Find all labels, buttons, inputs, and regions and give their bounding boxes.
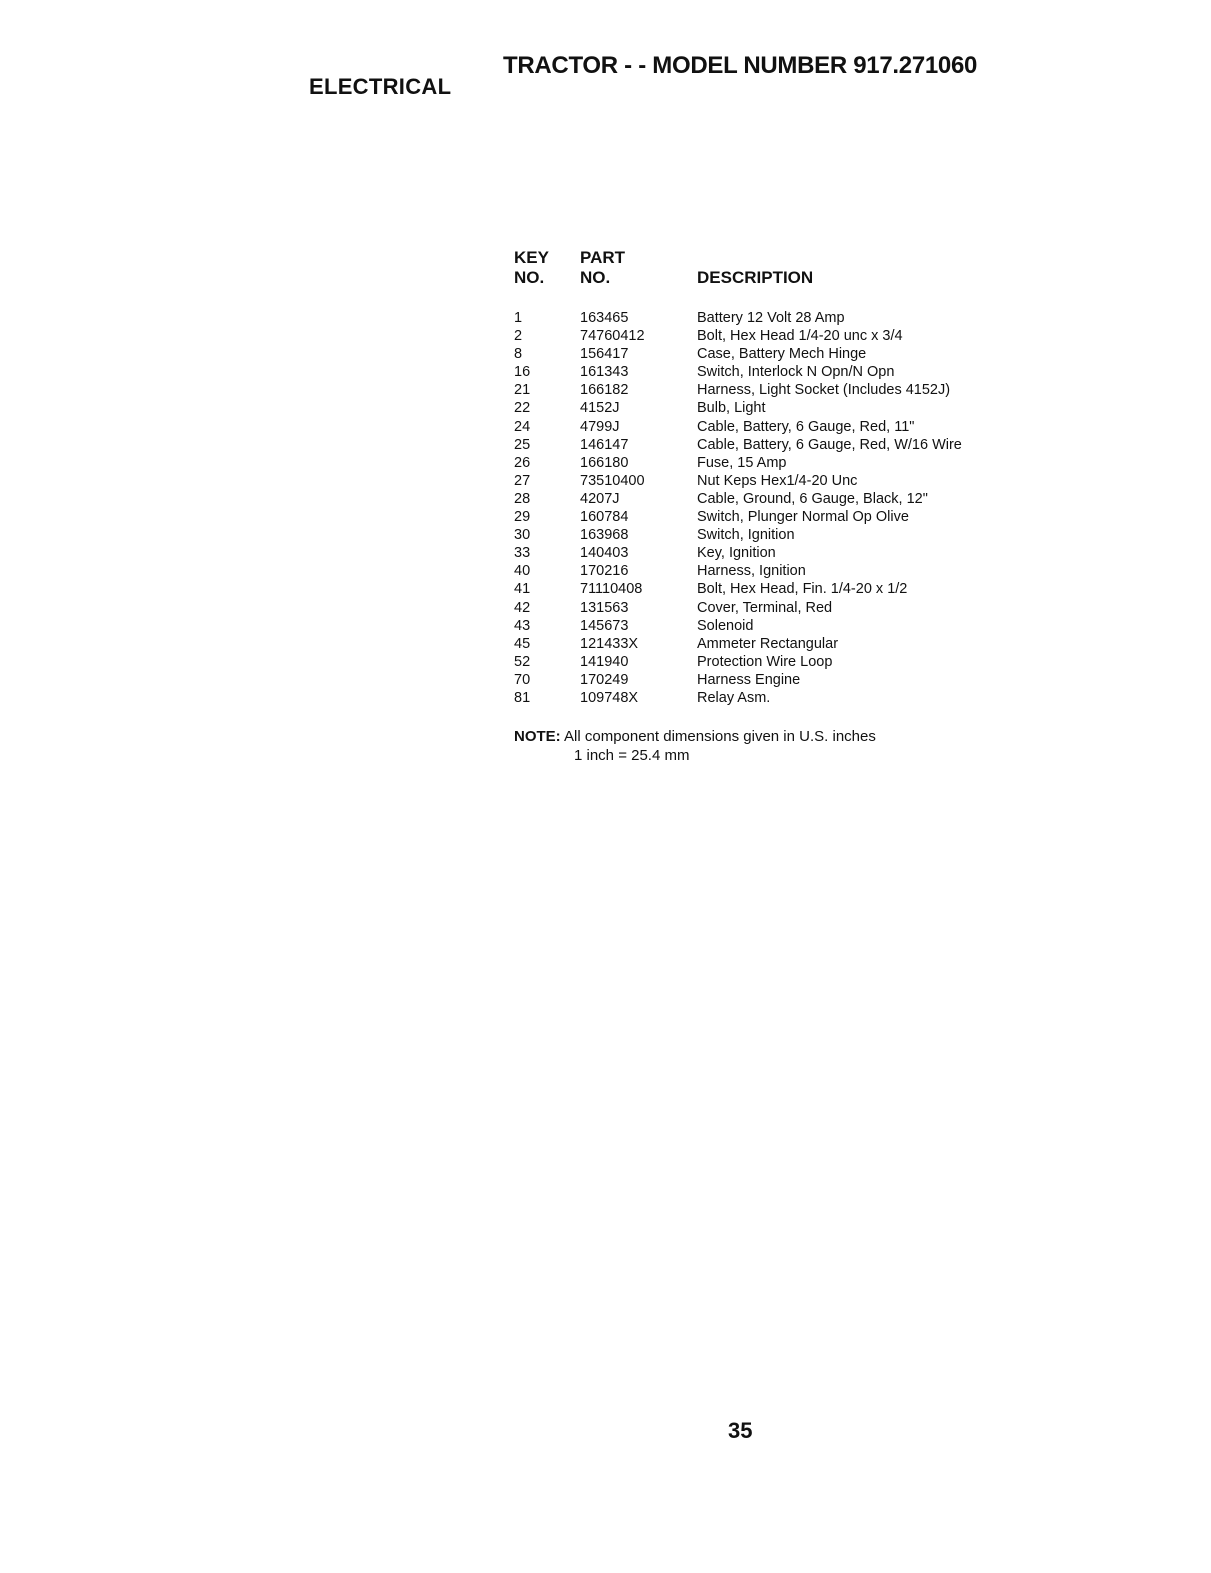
table-row bbox=[514, 490, 1114, 508]
note bbox=[514, 727, 876, 746]
table-row bbox=[514, 309, 1114, 327]
table-row bbox=[514, 689, 1114, 707]
note-label: NOTE: bbox=[514, 728, 561, 745]
part-header-line1: PART bbox=[580, 248, 626, 267]
part-number-cell: 160784 bbox=[580, 509, 629, 526]
part-number-header bbox=[580, 248, 625, 288]
description-cell: Harness, Ignition bbox=[697, 563, 806, 580]
table-row bbox=[514, 580, 1114, 598]
table-row bbox=[514, 363, 1114, 381]
part-number-cell: 4799J bbox=[580, 418, 620, 435]
description-cell: Cover, Terminal, Red bbox=[697, 599, 833, 616]
key-number-cell: 26 bbox=[514, 454, 531, 471]
part-number-cell: 109748X bbox=[580, 689, 639, 706]
table-row bbox=[514, 399, 1114, 417]
description-cell: Switch, Interlock N Opn/N Opn bbox=[697, 364, 895, 381]
note-line2: 1 inch = 25.4 mm bbox=[574, 747, 690, 764]
description-cell: Cable, Battery, 6 Gauge, Red, 11" bbox=[697, 418, 915, 435]
key-number-cell: 24 bbox=[514, 418, 531, 435]
part-number-cell: 73510400 bbox=[580, 472, 645, 489]
part-number-cell: 141940 bbox=[580, 653, 629, 670]
key-number-header bbox=[514, 248, 549, 288]
section-label: ELECTRICAL bbox=[309, 74, 452, 99]
table-row bbox=[514, 472, 1114, 490]
part-number-cell: 74760412 bbox=[580, 328, 645, 345]
part-number-cell: 4207J bbox=[580, 490, 620, 507]
table-row bbox=[514, 599, 1114, 617]
description-cell: Harness Engine bbox=[697, 671, 801, 688]
key-number-cell: 2 bbox=[514, 328, 523, 345]
key-number-cell: 30 bbox=[514, 527, 531, 544]
key-number-cell: 41 bbox=[514, 581, 531, 598]
description-cell: Harness, Light Socket (Includes 4152J) bbox=[697, 382, 951, 399]
description-cell: Case, Battery Mech Hinge bbox=[697, 346, 867, 363]
key-number-cell: 16 bbox=[514, 364, 531, 381]
table-row bbox=[514, 454, 1114, 472]
part-header-line2: NO. bbox=[580, 268, 611, 287]
description-cell: Relay Asm. bbox=[697, 689, 771, 706]
part-number-cell: 4152J bbox=[580, 400, 620, 417]
parts-list bbox=[514, 309, 1114, 707]
description-cell: Cable, Ground, 6 Gauge, Black, 12" bbox=[697, 490, 928, 507]
description-cell: Key, Ignition bbox=[697, 545, 776, 562]
part-number-cell: 166180 bbox=[580, 454, 629, 471]
description-cell: Protection Wire Loop bbox=[697, 653, 833, 670]
description-cell: Cable, Battery, 6 Gauge, Red, W/16 Wire bbox=[697, 436, 962, 453]
part-number-cell: 121433X bbox=[580, 635, 639, 652]
note-line1: All component dimensions given in U.S. inches bbox=[564, 728, 876, 745]
key-header-line1: KEY bbox=[514, 248, 549, 267]
part-number-cell: 170216 bbox=[580, 563, 629, 580]
table-row bbox=[514, 327, 1114, 345]
description-cell: Bolt, Hex Head 1/4-20 unc x 3/4 bbox=[697, 328, 903, 345]
table-row bbox=[514, 436, 1114, 454]
key-number-cell: 29 bbox=[514, 509, 531, 526]
table-row bbox=[514, 345, 1114, 363]
description-cell: Battery 12 Volt 28 Amp bbox=[697, 310, 845, 326]
part-number-cell: 163968 bbox=[580, 527, 629, 544]
table-row bbox=[514, 544, 1114, 562]
part-number-cell: 145673 bbox=[580, 617, 629, 634]
part-number-cell: 166182 bbox=[580, 382, 629, 399]
part-number-cell: 163465 bbox=[580, 310, 629, 326]
part-number-cell: 156417 bbox=[580, 346, 629, 363]
table-row bbox=[514, 526, 1114, 544]
table-row bbox=[514, 418, 1114, 436]
description-cell: Ammeter Rectangular bbox=[697, 635, 839, 652]
description-cell: Bulb, Light bbox=[697, 400, 766, 417]
description-cell: Switch, Ignition bbox=[697, 527, 795, 544]
key-header-line2: NO. bbox=[514, 268, 545, 287]
table-row bbox=[514, 562, 1114, 580]
table-row bbox=[514, 617, 1114, 635]
key-number-cell: 28 bbox=[514, 490, 531, 507]
key-number-cell: 21 bbox=[514, 382, 531, 399]
part-number-cell: 146147 bbox=[580, 436, 629, 453]
part-number-cell: 161343 bbox=[580, 364, 629, 381]
page-number: 35 bbox=[728, 1418, 753, 1443]
table-row bbox=[514, 381, 1114, 399]
key-number-cell: 27 bbox=[514, 472, 531, 489]
part-number-cell: 170249 bbox=[580, 671, 629, 688]
key-number-cell: 81 bbox=[514, 689, 531, 706]
description-cell: Switch, Plunger Normal Op Olive bbox=[697, 509, 909, 526]
key-number-cell: 42 bbox=[514, 599, 531, 616]
key-number-cell: 1 bbox=[514, 310, 523, 326]
part-number-cell: 140403 bbox=[580, 545, 629, 562]
table-row bbox=[514, 635, 1114, 653]
key-number-cell: 25 bbox=[514, 436, 531, 453]
key-number-cell: 33 bbox=[514, 545, 531, 562]
key-number-cell: 43 bbox=[514, 617, 531, 634]
description-cell: Bolt, Hex Head, Fin. 1/4-20 x 1/2 bbox=[697, 581, 908, 598]
description-cell: Solenoid bbox=[697, 617, 754, 634]
table-row bbox=[514, 671, 1114, 689]
description-cell: Nut Keps Hex1/4-20 Unc bbox=[697, 472, 858, 489]
key-number-cell: 22 bbox=[514, 400, 531, 417]
table-row bbox=[514, 508, 1114, 526]
key-number-cell: 45 bbox=[514, 635, 531, 652]
description-header: DESCRIPTION bbox=[697, 268, 814, 287]
description-cell: Fuse, 15 Amp bbox=[697, 454, 787, 471]
part-number-cell: 71110408 bbox=[580, 581, 643, 598]
key-number-cell: 52 bbox=[514, 653, 531, 670]
key-number-cell: 40 bbox=[514, 563, 531, 580]
table-row bbox=[514, 653, 1114, 671]
page-title: TRACTOR - - MODEL NUMBER 917.271060 bbox=[503, 52, 978, 79]
part-number-cell: 131563 bbox=[580, 599, 629, 616]
key-number-cell: 8 bbox=[514, 346, 523, 363]
key-number-cell: 70 bbox=[514, 671, 531, 688]
